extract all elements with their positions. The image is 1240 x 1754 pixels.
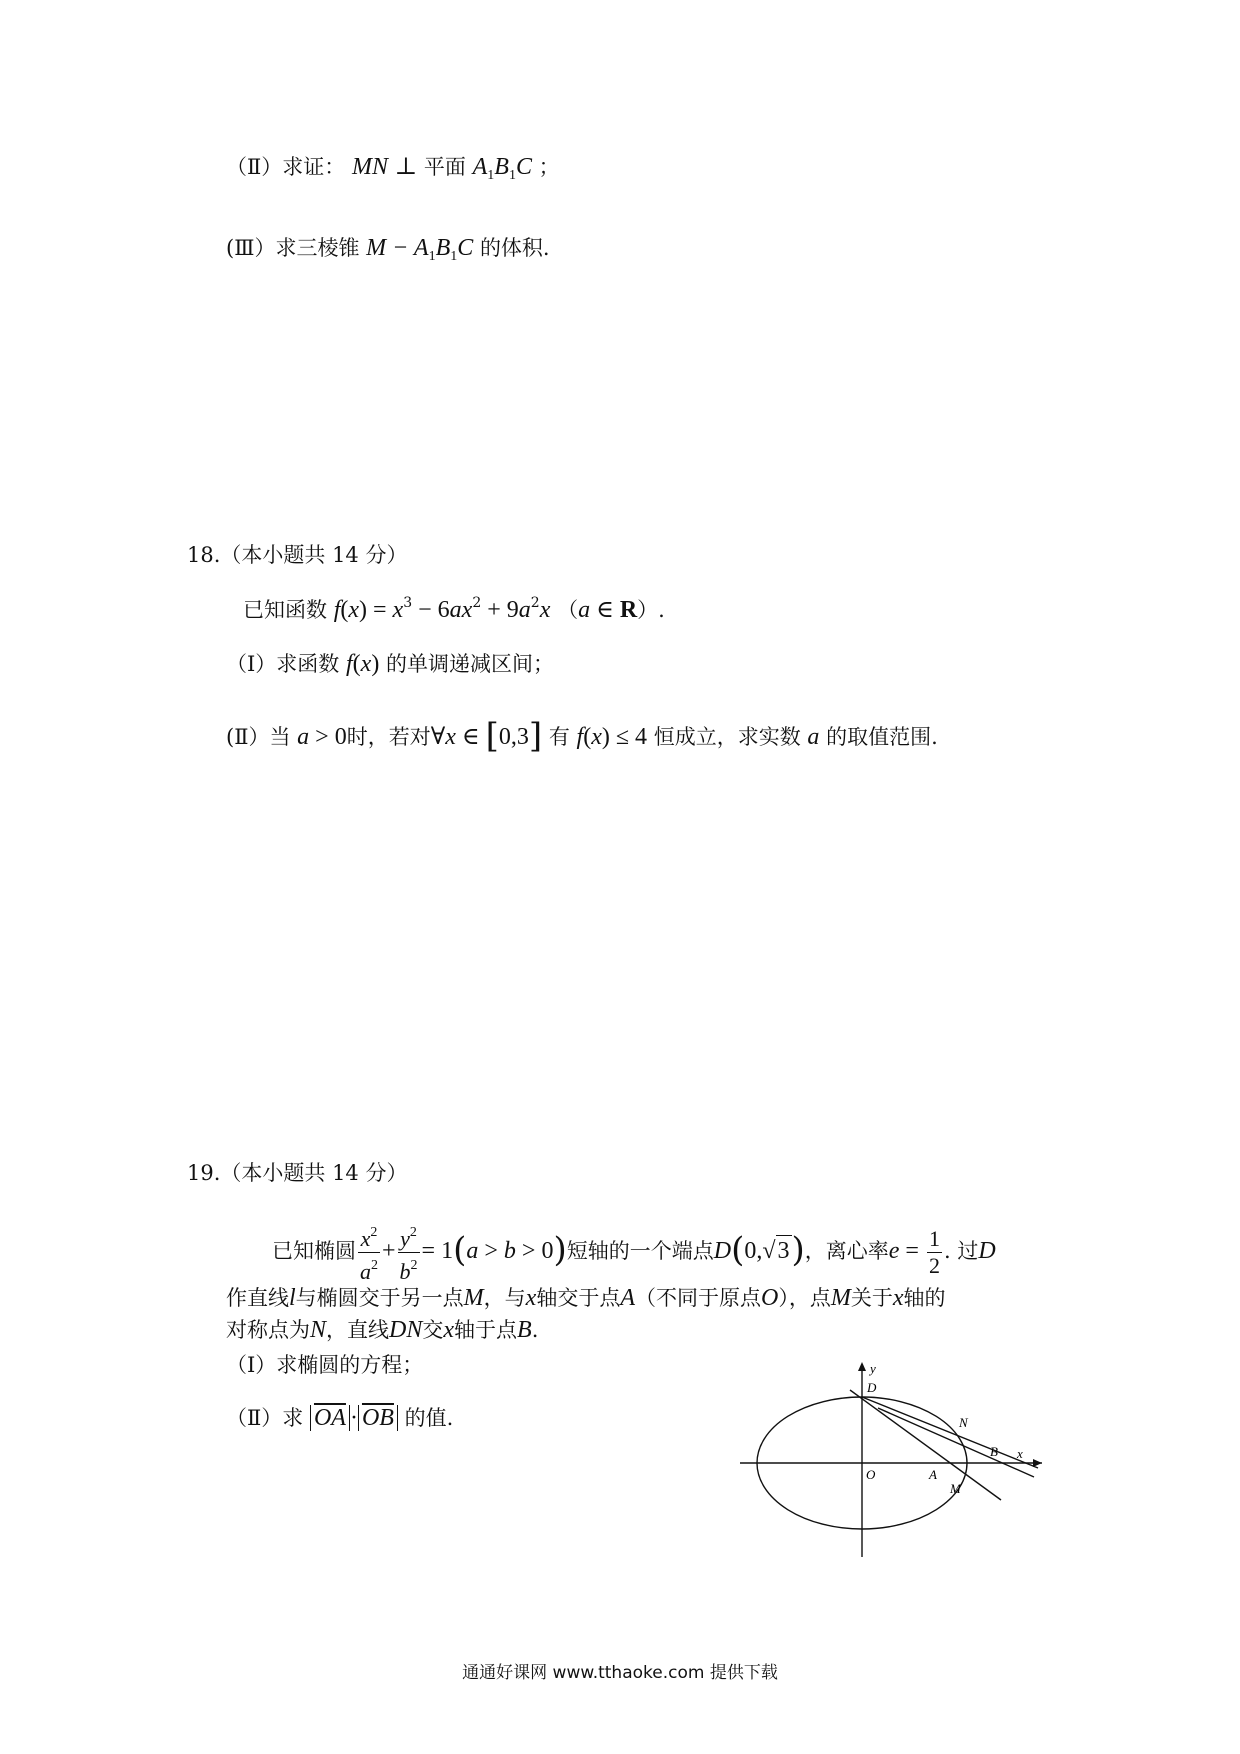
q19-header: 19.（本小题共 14 分） — [187, 1161, 408, 1185]
label-B: B — [990, 1444, 998, 1459]
q19-part2: （Ⅱ）求 $\overline{OA} \cdot \overline{OB}$ 的值. — [226, 1405, 454, 1431]
q18-part1: （Ⅰ）求函数 f(x) 的单调递减区间； — [226, 651, 554, 677]
q19-line2: 作直线l与椭圆交于另一点M，与x轴交于点A（不同于原点O），点M关于x轴的 — [226, 1285, 946, 1311]
label-N: N — [959, 1415, 968, 1430]
footer-credit: 通通好课网 www.tthaoke.com 提供下载 — [462, 1663, 778, 1683]
label-M: M — [950, 1481, 961, 1496]
q19-stem: 已知椭圆 $\frac{x^2}{a^2}$ + $\frac{y^2}{b^2}$ = 1(a > b > 0)短轴的一个端点D(0,√3)，离心率e = $\frac{1}{2}$ . 过D — [272, 1220, 996, 1285]
line-l — [850, 1390, 1001, 1500]
ellipse-figure — [738, 1360, 1048, 1560]
label-A: A — [929, 1467, 937, 1482]
label-y: y — [870, 1361, 876, 1376]
q18-stem: 已知函数 $f(x) = x^3 - 6ax^2 + 9a^2x$ （a ∈ R）. — [243, 595, 665, 623]
one-half: $\frac{1}{2}$ — [928, 1226, 940, 1278]
q17-part3-label: (Ⅲ）求三棱锥 — [226, 236, 360, 260]
q17-part2-math: MN — [351, 154, 388, 180]
x2-over-a2: $\frac{x^2}{a^2}$ — [358, 1220, 380, 1285]
q17-part3-math: $M - A_1B_1C$ — [366, 235, 474, 264]
q17-part2-plane: 平面 — [423, 155, 466, 179]
x-arrow-icon — [1033, 1459, 1042, 1467]
y-arrow-icon — [858, 1362, 866, 1371]
label-O: O — [866, 1467, 876, 1482]
label-D: D — [867, 1380, 877, 1395]
q18-function: f — [333, 597, 341, 623]
q19-part1: （Ⅰ）求椭圆的方程； — [226, 1353, 424, 1377]
label-x: x — [1017, 1446, 1023, 1461]
q17-part2-label: （Ⅱ）求证： — [226, 155, 346, 179]
y2-over-b2: $\frac{y^2}{b^2}$ — [398, 1220, 420, 1285]
line-DN — [862, 1397, 1038, 1468]
q19-line3: 对称点为N，直线DN交x轴于点B. — [226, 1317, 539, 1343]
q18-header: 18.（本小题共 14 分） — [187, 543, 408, 567]
q18-part2: (Ⅱ）当 a > 0时，若对∀x ∈ [0,3] 有 f(x) ≤ 4 恒成立，求实数 a 的取值范围. — [226, 716, 938, 756]
q17-part2: （Ⅱ）求证： MN ⊥ 平面 $A_1B_1C$ ； — [226, 154, 560, 183]
q17-part3: (Ⅲ）求三棱锥 $M - A_1B_1C$ 的体积. — [226, 235, 550, 264]
